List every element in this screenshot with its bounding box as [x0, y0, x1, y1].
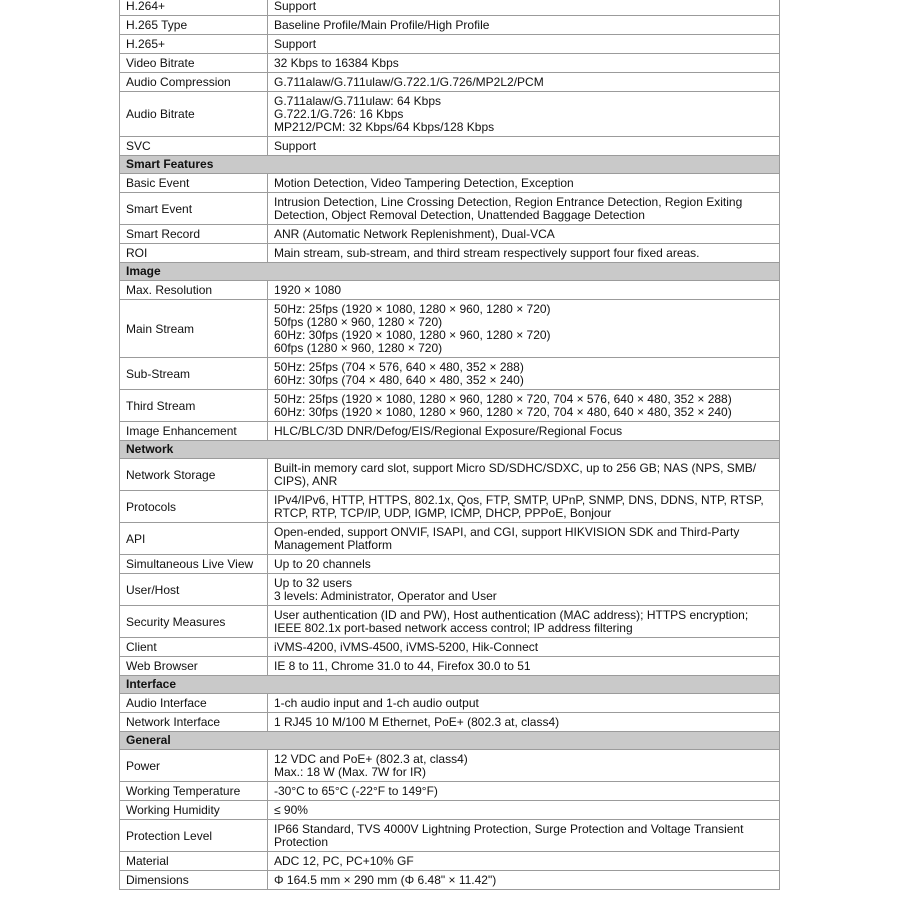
- spec-value: IE 8 to 11, Chrome 31.0 to 44, Firefox 30.0 to 51: [268, 657, 780, 676]
- spec-value: Support: [268, 35, 780, 54]
- spec-row: [120, 555, 780, 574]
- spec-value: ADC 12, PC, PC+10% GF: [268, 852, 780, 871]
- spec-value: Baseline Profile/Main Profile/High Profile: [268, 16, 780, 35]
- spec-label: Basic Event: [120, 174, 268, 193]
- spec-row: [120, 73, 780, 92]
- spec-value: G.711alaw/G.711ulaw: 64 Kbps G.722.1/G.726: 16 Kbps MP212/PCM: 32 Kbps/64 Kbps/128 Kbps: [268, 92, 780, 137]
- spec-value: Up to 32 users 3 levels: Administrator, Operator and User: [268, 574, 780, 606]
- spec-label: Network Storage: [120, 459, 268, 491]
- spec-label: SVC: [120, 137, 268, 156]
- spec-label: Web Browser: [120, 657, 268, 676]
- spec-row: [120, 782, 780, 801]
- spec-value: Main stream, sub-stream, and third stream respectively support four fixed areas.: [268, 244, 780, 263]
- spec-value: HLC/BLC/3D DNR/Defog/EIS/Regional Exposure/Regional Focus: [268, 422, 780, 441]
- spec-value: ANR (Automatic Network Replenishment), Dual-VCA: [268, 225, 780, 244]
- spec-row: [120, 225, 780, 244]
- spec-row: [120, 820, 780, 852]
- spec-value: Open-ended, support ONVIF, ISAPI, and CGI, support HIKVISION SDK and Third-Party Management Platform: [268, 523, 780, 555]
- spec-label: API: [120, 523, 268, 555]
- spec-value: 1-ch audio input and 1-ch audio output: [268, 694, 780, 713]
- spec-label: Power: [120, 750, 268, 782]
- section-header: [120, 676, 780, 694]
- section-title: Network: [120, 441, 780, 459]
- spec-value: IP66 Standard, TVS 4000V Lightning Protection, Surge Protection and Voltage Transient Protection: [268, 820, 780, 852]
- spec-label: ROI: [120, 244, 268, 263]
- spec-row: [120, 713, 780, 732]
- spec-row: [120, 0, 780, 16]
- spec-row: [120, 92, 780, 137]
- spec-row: [120, 174, 780, 193]
- spec-row: [120, 491, 780, 523]
- spec-row: [120, 35, 780, 54]
- spec-row: [120, 871, 780, 890]
- spec-row: [120, 694, 780, 713]
- spec-row: [120, 750, 780, 782]
- spec-label: Audio Compression: [120, 73, 268, 92]
- section-header: [120, 732, 780, 750]
- spec-value: Up to 20 channels: [268, 555, 780, 574]
- spec-row: [120, 657, 780, 676]
- spec-label: Video Bitrate: [120, 54, 268, 73]
- spec-row: [120, 54, 780, 73]
- spec-label: User/Host: [120, 574, 268, 606]
- spec-label: Protocols: [120, 491, 268, 523]
- spec-row: [120, 193, 780, 225]
- spec-row: [120, 523, 780, 555]
- spec-value: G.711alaw/G.711ulaw/G.722.1/G.726/MP2L2/PCM: [268, 73, 780, 92]
- spec-label: Smart Record: [120, 225, 268, 244]
- spec-label: Network Interface: [120, 713, 268, 732]
- spec-label: H.265+: [120, 35, 268, 54]
- spec-row: [120, 244, 780, 263]
- spec-row: [120, 852, 780, 871]
- section-title: Image: [120, 263, 780, 281]
- spec-label: Security Measures: [120, 606, 268, 638]
- spec-value: ≤ 90%: [268, 801, 780, 820]
- spec-row: [120, 300, 780, 358]
- spec-label: Material: [120, 852, 268, 871]
- spec-value: Intrusion Detection, Line Crossing Detection, Region Entrance Detection, Region Exiting Detection, Object Removal Detection, Unattended Baggage Detection: [268, 193, 780, 225]
- spec-label: Image Enhancement: [120, 422, 268, 441]
- spec-row: [120, 390, 780, 422]
- spec-label: Main Stream: [120, 300, 268, 358]
- section-title: Smart Features: [120, 156, 780, 174]
- spec-value: 12 VDC and PoE+ (802.3 at, class4) Max.: 18 W (Max. 7W for IR): [268, 750, 780, 782]
- section-header: [120, 441, 780, 459]
- spec-value: 50Hz: 25fps (1920 × 1080, 1280 × 960, 1280 × 720, 704 × 576, 640 × 480, 352 × 288) 60Hz: 30fps (1920 × 1080, 1280 × 960, 1280 × 720, 704 × 480, 640 × 480, 352 × 240): [268, 390, 780, 422]
- spec-row: [120, 638, 780, 657]
- spec-value: Built-in memory card slot, support Micro SD/SDHC/SDXC, up to 256 GB; NAS (NPS, SMB/ CIPS), ANR: [268, 459, 780, 491]
- spec-row: [120, 459, 780, 491]
- spec-label: Client: [120, 638, 268, 657]
- spec-label: Dimensions: [120, 871, 268, 890]
- spec-value: 1 RJ45 10 M/100 M Ethernet, PoE+ (802.3 at, class4): [268, 713, 780, 732]
- spec-value: Support: [268, 0, 780, 16]
- spec-row: [120, 422, 780, 441]
- spec-row: [120, 574, 780, 606]
- spec-value: 50Hz: 25fps (1920 × 1080, 1280 × 960, 1280 × 720) 50fps (1280 × 960, 1280 × 720) 60Hz: 30fps (1920 × 1080, 1280 × 960, 1280 × 720) 60fps (1280 × 960, 1280 × 720): [268, 300, 780, 358]
- spec-value: Motion Detection, Video Tampering Detection, Exception: [268, 174, 780, 193]
- spec-label: Smart Event: [120, 193, 268, 225]
- spec-table: [119, 0, 780, 890]
- spec-value: 1920 × 1080: [268, 281, 780, 300]
- spec-value: Φ 164.5 mm × 290 mm (Φ 6.48" × 11.42"): [268, 871, 780, 890]
- spec-label: Working Humidity: [120, 801, 268, 820]
- spec-row: [120, 137, 780, 156]
- spec-row: [120, 281, 780, 300]
- spec-row: [120, 606, 780, 638]
- section-header: [120, 263, 780, 281]
- spec-label: H.264+: [120, 0, 268, 16]
- spec-label: H.265 Type: [120, 16, 268, 35]
- spec-label: Audio Bitrate: [120, 92, 268, 137]
- spec-value: iVMS-4200, iVMS-4500, iVMS-5200, Hik-Connect: [268, 638, 780, 657]
- spec-label: Third Stream: [120, 390, 268, 422]
- spec-row: [120, 358, 780, 390]
- spec-value: 32 Kbps to 16384 Kbps: [268, 54, 780, 73]
- spec-label: Sub-Stream: [120, 358, 268, 390]
- section-title: General: [120, 732, 780, 750]
- spec-label: Max. Resolution: [120, 281, 268, 300]
- spec-label: Simultaneous Live View: [120, 555, 268, 574]
- spec-row: [120, 801, 780, 820]
- spec-row: [120, 16, 780, 35]
- spec-value: 50Hz: 25fps (704 × 576, 640 × 480, 352 × 288) 60Hz: 30fps (704 × 480, 640 × 480, 352 × 240): [268, 358, 780, 390]
- spec-value: -30°C to 65°C (-22°F to 149°F): [268, 782, 780, 801]
- spec-table-body: [120, 0, 780, 890]
- section-title: Interface: [120, 676, 780, 694]
- section-header: [120, 156, 780, 174]
- spec-value: IPv4/IPv6, HTTP, HTTPS, 802.1x, Qos, FTP, SMTP, UPnP, SNMP, DNS, DDNS, NTP, RTSP, RTCP, RTP, TCP/IP, UDP, IGMP, ICMP, DHCP, PPPoE, Bonjour: [268, 491, 780, 523]
- spec-label: Working Temperature: [120, 782, 268, 801]
- spec-label: Protection Level: [120, 820, 268, 852]
- spec-value: User authentication (ID and PW), Host authentication (MAC address); HTTPS encryption; IEEE 802.1x port-based network access control; IP address filtering: [268, 606, 780, 638]
- spec-label: Audio Interface: [120, 694, 268, 713]
- spec-value: Support: [268, 137, 780, 156]
